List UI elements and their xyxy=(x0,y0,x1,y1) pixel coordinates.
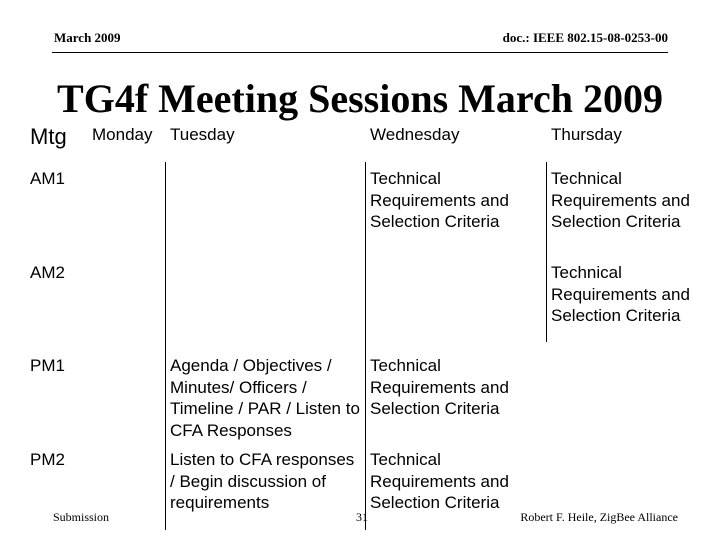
col-header-tuesday: Tuesday xyxy=(170,125,235,144)
cell-thursday xyxy=(546,353,713,447)
footer-submission: Submission xyxy=(53,510,110,524)
table-row xyxy=(25,353,713,447)
cell-wednesday: Technical Requirements and Selection Criteria xyxy=(370,356,509,418)
meeting-sessions-table xyxy=(25,122,713,537)
table-row xyxy=(25,166,713,260)
cell-monday xyxy=(87,353,165,447)
table-row xyxy=(25,260,713,353)
header-rule xyxy=(52,52,668,53)
cell-tuesday xyxy=(165,166,365,260)
table-header-row xyxy=(25,122,713,166)
row-label: AM2 xyxy=(30,263,65,282)
row-label: AM1 xyxy=(30,169,65,188)
col-header-monday: Monday xyxy=(92,125,153,144)
column-divider xyxy=(546,162,547,342)
header-date: March 2009 xyxy=(54,30,121,45)
cell-tuesday: Agenda / Objectives / Minutes/ Officers / Timeline / PAR / Listen to CFA Responses xyxy=(170,356,360,440)
cell-monday xyxy=(87,166,165,260)
cell-wednesday: Technical Requirements and Selection Criteria xyxy=(370,450,509,512)
cell-tuesday: Listen to CFA responses / Begin discussion of requirements xyxy=(170,450,355,512)
footer-page-number: 31 xyxy=(356,510,368,524)
cell-wednesday: Technical Requirements and Selection Criteria xyxy=(370,169,509,231)
col-header-thursday: Thursday xyxy=(551,125,622,144)
slide-title: TG4f Meeting Sessions March 2009 xyxy=(57,76,663,121)
column-divider xyxy=(365,162,366,530)
cell-monday xyxy=(87,260,165,353)
cell-tuesday xyxy=(165,260,365,353)
col-header-mtg: Mtg xyxy=(30,124,67,149)
cell-thursday: Technical Requirements and Selection Criteria xyxy=(551,263,690,325)
header-doc-id: doc.: IEEE 802.15-08-0253-00 xyxy=(502,30,668,45)
row-label: PM2 xyxy=(30,450,65,469)
cell-wednesday xyxy=(365,260,546,353)
column-divider xyxy=(165,162,166,530)
cell-thursday: Technical Requirements and Selection Criteria xyxy=(551,169,690,231)
col-header-wednesday: Wednesday xyxy=(370,125,460,144)
footer-author: Robert F. Heile, ZigBee Alliance xyxy=(520,510,678,524)
row-label: PM1 xyxy=(30,356,65,375)
